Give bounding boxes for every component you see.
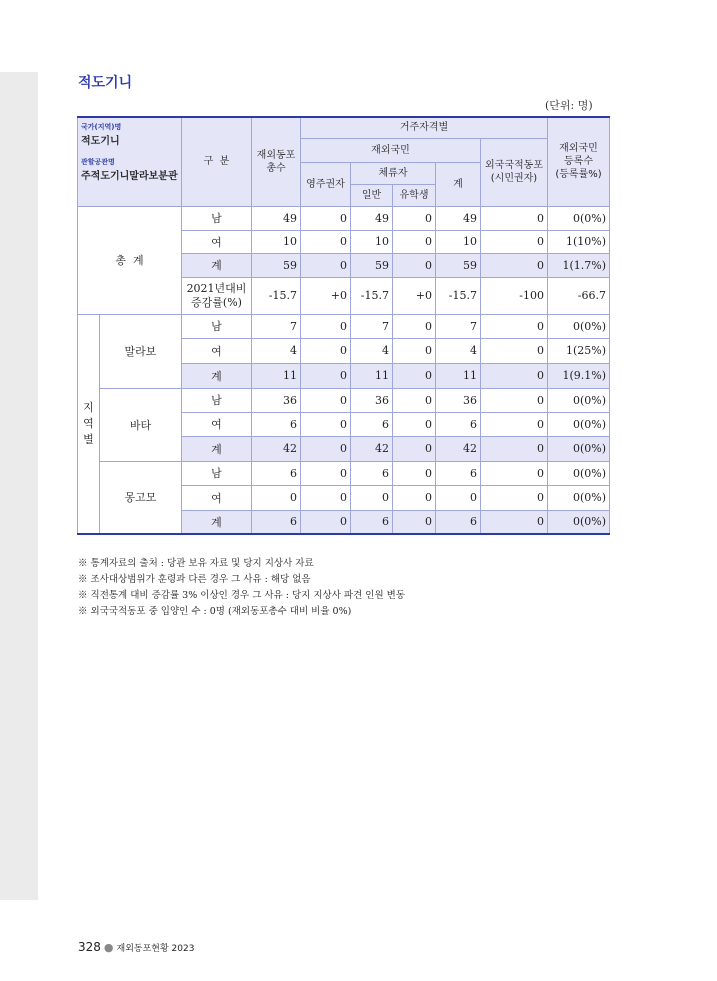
cell-subtotal: 49: [436, 206, 481, 230]
cell-general: 10: [351, 230, 393, 253]
cell-total: 36: [252, 388, 301, 412]
cell-subtotal: 36: [436, 388, 481, 412]
cell-permanent: 0: [301, 461, 351, 485]
row-label: 계: [182, 510, 252, 534]
cell-total: -15.7: [252, 277, 301, 314]
cell-permanent: 0: [301, 510, 351, 534]
cell-permanent: 0: [301, 388, 351, 412]
cell-subtotal: 0: [436, 485, 481, 510]
cell-permanent: 0: [301, 436, 351, 461]
statistics-table: [77, 116, 610, 535]
cell-total: 7: [252, 314, 301, 338]
region-group-label: 지 역 별: [78, 314, 100, 534]
row-label: 여: [182, 412, 252, 436]
cell-general: 6: [351, 510, 393, 534]
cell-students: 0: [393, 436, 436, 461]
cell-general: 36: [351, 388, 393, 412]
general-header: 일반: [351, 184, 393, 206]
cell-total: 11: [252, 363, 301, 388]
residence-header: 거주자격별: [301, 117, 548, 138]
cell-total: 6: [252, 412, 301, 436]
cell-students: 0: [393, 206, 436, 230]
cell-registered: 0(0%): [548, 412, 610, 436]
row-label: 2021년대비 증감률(%): [182, 277, 252, 314]
cell-students: 0: [393, 461, 436, 485]
cell-permanent: 0: [301, 230, 351, 253]
footnote: ※ 외국국적동포 중 입양인 수 : 0명 (재외동포총수 대비 비율 0%): [78, 606, 352, 617]
row-label: 남: [182, 206, 252, 230]
cell-students: 0: [393, 363, 436, 388]
cell-registered: 0(0%): [548, 206, 610, 230]
cell-subtotal: 6: [436, 412, 481, 436]
cell-subtotal: 6: [436, 510, 481, 534]
registered-header: 재외국민 등록수 (등록률%): [548, 117, 610, 206]
cell-subtotal: 7: [436, 314, 481, 338]
cell-students: 0: [393, 230, 436, 253]
table-row: [78, 314, 610, 338]
row-label: 남: [182, 461, 252, 485]
bullet-icon: ●: [103, 941, 114, 954]
cell-foreign: 0: [481, 510, 548, 534]
cell-general: 4: [351, 338, 393, 363]
cell-subtotal: -15.7: [436, 277, 481, 314]
page-number: 328: [78, 940, 101, 954]
cell-general: 6: [351, 412, 393, 436]
sojourners-header: 체류자: [351, 162, 436, 184]
cell-subtotal: 10: [436, 230, 481, 253]
row-label: 계: [182, 436, 252, 461]
cell-registered: 1(10%): [548, 230, 610, 253]
students-header: 유학생: [393, 184, 436, 206]
cell-subtotal: 6: [436, 461, 481, 485]
footnote: ※ 통계자료의 출처 : 당관 보유 자료 및 당지 지상사 자료: [78, 558, 314, 569]
country-label: 국가(지역)명: [81, 123, 122, 131]
cell-general: 6: [351, 461, 393, 485]
page-side-band: [0, 72, 38, 900]
row-label: 계: [182, 253, 252, 277]
cell-foreign: 0: [481, 485, 548, 510]
cell-foreign: 0: [481, 314, 548, 338]
cell-permanent: 0: [301, 314, 351, 338]
cell-total: 4: [252, 338, 301, 363]
cell-registered: 0(0%): [548, 314, 610, 338]
total-group-label: 총 계: [78, 206, 182, 314]
footnotes: [78, 556, 405, 620]
cell-registered: 0(0%): [548, 485, 610, 510]
category-header: 구 분: [182, 117, 252, 206]
row-label: 남: [182, 314, 252, 338]
cell-permanent: 0: [301, 206, 351, 230]
table-row: [78, 461, 610, 485]
cell-general: 0: [351, 485, 393, 510]
page-footer: [78, 940, 194, 954]
office-label: 관할공관명: [81, 158, 115, 166]
permanent-header: 영주권자: [301, 162, 351, 206]
cell-total: 59: [252, 253, 301, 277]
cell-general: 49: [351, 206, 393, 230]
cell-registered: 1(9.1%): [548, 363, 610, 388]
cell-foreign: 0: [481, 412, 548, 436]
cell-foreign: 0: [481, 338, 548, 363]
cell-foreign: -100: [481, 277, 548, 314]
cell-subtotal: 4: [436, 338, 481, 363]
city-label: 말라보: [100, 314, 182, 388]
nationals-header: 재외국민: [301, 138, 481, 162]
cell-total: 0: [252, 485, 301, 510]
cell-total: 10: [252, 230, 301, 253]
city-label: 바타: [100, 388, 182, 461]
book-title: 재외동포현황 2023: [116, 944, 195, 954]
cell-subtotal: 42: [436, 436, 481, 461]
row-label: 여: [182, 485, 252, 510]
cell-students: 0: [393, 338, 436, 363]
cell-general: -15.7: [351, 277, 393, 314]
cell-general: 7: [351, 314, 393, 338]
row-label: 여: [182, 230, 252, 253]
cell-foreign: 0: [481, 461, 548, 485]
unit-label: (단위: 명): [545, 99, 593, 112]
cell-permanent: 0: [301, 253, 351, 277]
country-name: 적도기니: [81, 136, 120, 147]
cell-foreign: 0: [481, 206, 548, 230]
cell-subtotal: 11: [436, 363, 481, 388]
cell-permanent: 0: [301, 338, 351, 363]
office-name: 주적도기니말라보분관: [81, 171, 178, 182]
cell-subtotal: 59: [436, 253, 481, 277]
cell-permanent: 0: [301, 485, 351, 510]
row-label: 계: [182, 363, 252, 388]
cell-general: 11: [351, 363, 393, 388]
cell-foreign: 0: [481, 253, 548, 277]
cell-registered: 1(1.7%): [548, 253, 610, 277]
cell-students: 0: [393, 253, 436, 277]
cell-foreign: 0: [481, 436, 548, 461]
foreign-header: 외국국적동포 (시민권자): [481, 138, 548, 206]
cell-total: 42: [252, 436, 301, 461]
table-row: [78, 388, 610, 412]
footnote: ※ 직전통계 대비 증감률 3% 이상인 경우 그 사유 : 당지 지상사 파견 인원 변동: [78, 590, 406, 601]
cell-foreign: 0: [481, 388, 548, 412]
cell-students: 0: [393, 314, 436, 338]
cell-permanent: +0: [301, 277, 351, 314]
page-title: 적도기니: [78, 75, 133, 91]
cell-total: 6: [252, 510, 301, 534]
table-row: [78, 206, 610, 230]
subtotal-header: 계: [436, 162, 481, 206]
total-header: 재외동포 총수: [252, 117, 301, 206]
cell-general: 42: [351, 436, 393, 461]
cell-general: 59: [351, 253, 393, 277]
cell-students: 0: [393, 510, 436, 534]
row-label: 여: [182, 338, 252, 363]
cell-registered: -66.7: [548, 277, 610, 314]
row-label: 남: [182, 388, 252, 412]
cell-permanent: 0: [301, 363, 351, 388]
cell-students: 0: [393, 485, 436, 510]
cell-students: +0: [393, 277, 436, 314]
cell-registered: 0(0%): [548, 436, 610, 461]
cell-total: 49: [252, 206, 301, 230]
cell-students: 0: [393, 412, 436, 436]
cell-foreign: 0: [481, 363, 548, 388]
country-header-cell: [78, 117, 182, 206]
cell-registered: 0(0%): [548, 510, 610, 534]
cell-registered: 0(0%): [548, 461, 610, 485]
footnote: ※ 조사대상범위가 훈령과 다른 경우 그 사유 : 해당 없음: [78, 574, 311, 585]
cell-total: 6: [252, 461, 301, 485]
city-label: 몽고모: [100, 461, 182, 534]
cell-registered: 1(25%): [548, 338, 610, 363]
cell-students: 0: [393, 388, 436, 412]
cell-permanent: 0: [301, 412, 351, 436]
cell-registered: 0(0%): [548, 388, 610, 412]
cell-foreign: 0: [481, 230, 548, 253]
